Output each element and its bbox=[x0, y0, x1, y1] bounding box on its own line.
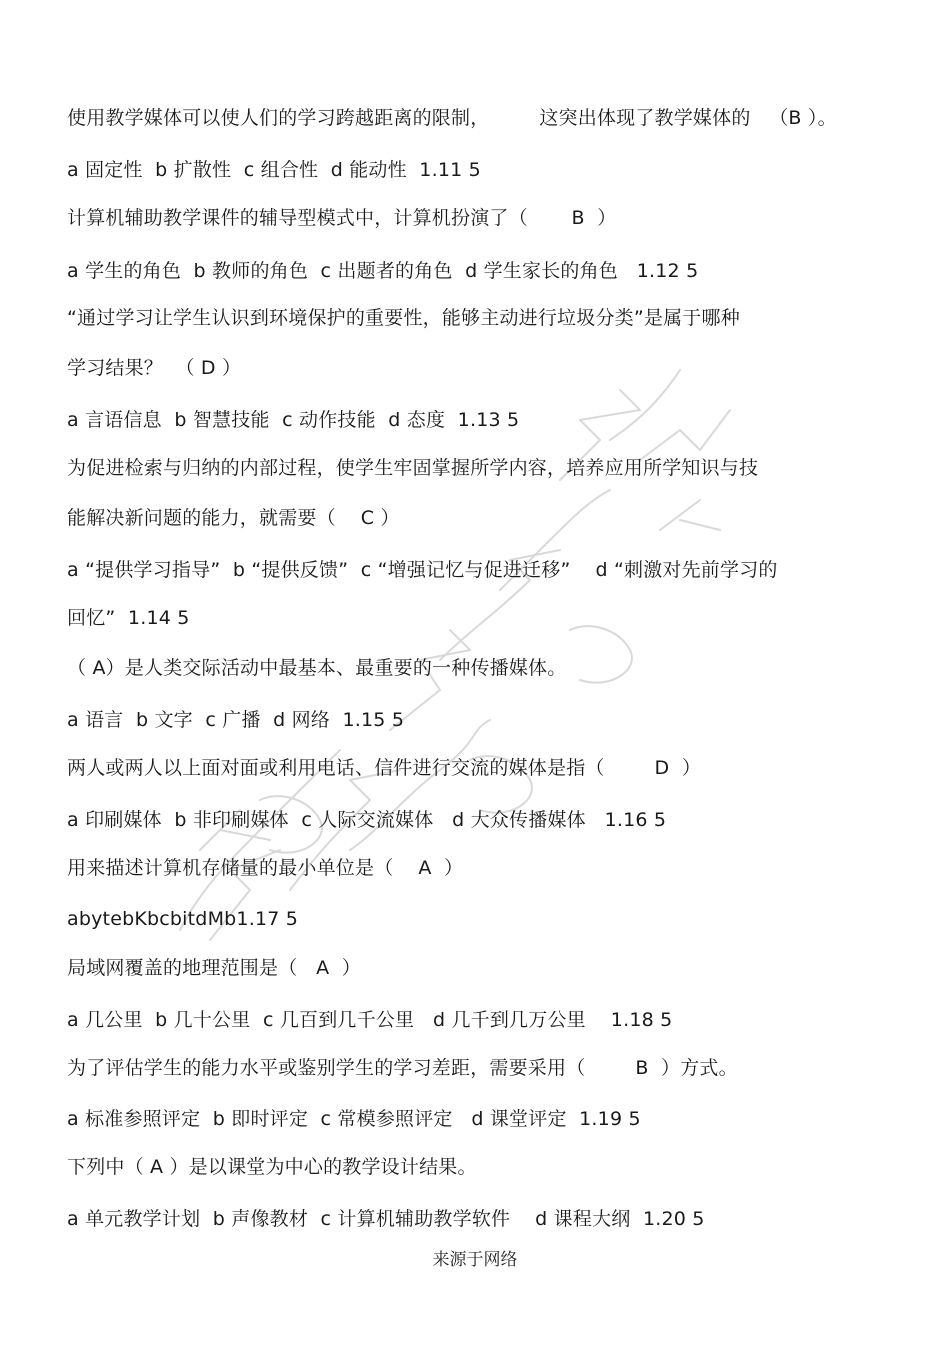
question-7-options: abytebKbcbitdMb1.17 5 bbox=[67, 908, 299, 930]
question-9-options: a 标准参照评定 b 即时评定 c 常模参照评定 d 课堂评定 1.19 5 bbox=[67, 1108, 641, 1130]
question-6-text: 两人或两人以上面对面或利用电话、信件进行交流的媒体是指（ D ） bbox=[67, 757, 702, 779]
question-4-options-line-2: 回忆” 1.14 5 bbox=[67, 607, 190, 629]
question-4-text-line-2: 能解决新问题的能力，就需要（ C ） bbox=[67, 507, 400, 529]
question-4-text-line-1: 为促进检索与归纳的内部过程，使学生牢固掌握所学内容，培养应用所学知识与技 bbox=[67, 457, 759, 479]
question-8-text: 局域网覆盖的地理范围是（ A ） bbox=[67, 957, 361, 979]
question-10-options: a 单元教学计划 b 声像教材 c 计算机辅助教学软件 d 课程大纲 1.20 5 bbox=[67, 1208, 705, 1230]
question-10-text: 下列中（ A ）是以课堂为中心的教学设计结果。 bbox=[67, 1156, 477, 1178]
question-2-options: a 学生的角色 b 教师的角色 c 出题者的角色 d 学生家长的角色 1.12 5 bbox=[67, 260, 699, 282]
question-8-options: a 几公里 b 几十公里 c 几百到几千公里 d 几千到几万公里 1.18 5 bbox=[67, 1009, 673, 1031]
question-5-options: a 语言 b 文字 c 广播 d 网络 1.15 5 bbox=[67, 709, 405, 731]
question-9-text: 为了评估学生的能力水平或鉴别学生的学习差距，需要采用（ B ）方式。 bbox=[67, 1057, 738, 1079]
question-5-text: （ A）是人类交际活动中最基本、最重要的一种传播媒体。 bbox=[67, 657, 567, 679]
question-4-options-line-1: a “提供学习指导” b “提供反馈” c “增强记忆与促进迁移” d “刺激对先前学习的 bbox=[67, 559, 778, 581]
question-6-options: a 印刷媒体 b 非印刷媒体 c 人际交流媒体 d 大众传播媒体 1.16 5 bbox=[67, 809, 667, 831]
question-3-text-line-2: 学习结果？ （ D ） bbox=[67, 357, 242, 379]
question-3-options: a 言语信息 b 智慧技能 c 动作技能 d 态度 1.13 5 bbox=[67, 409, 520, 431]
page-footer: 来源于网络 bbox=[432, 1250, 518, 1270]
question-7-text: 用来描述计算机存储量的最小单位是（ A ） bbox=[67, 857, 464, 879]
question-1-options: a 固定性 b 扩散性 c 组合性 d 能动性 1.11 5 bbox=[67, 159, 481, 181]
question-1-text: 使用教学媒体可以使人们的学习跨越距离的限制， 这突出体现了教学媒体的 （B ）。 bbox=[67, 107, 837, 129]
question-3-text-line-1: “通过学习让学生认识到环境保护的重要性，能够主动进行垃圾分类”是属于哪种 bbox=[67, 307, 740, 329]
question-2-text: 计算机辅助教学课件的辅导型模式中，计算机扮演了（ B ） bbox=[67, 207, 617, 229]
